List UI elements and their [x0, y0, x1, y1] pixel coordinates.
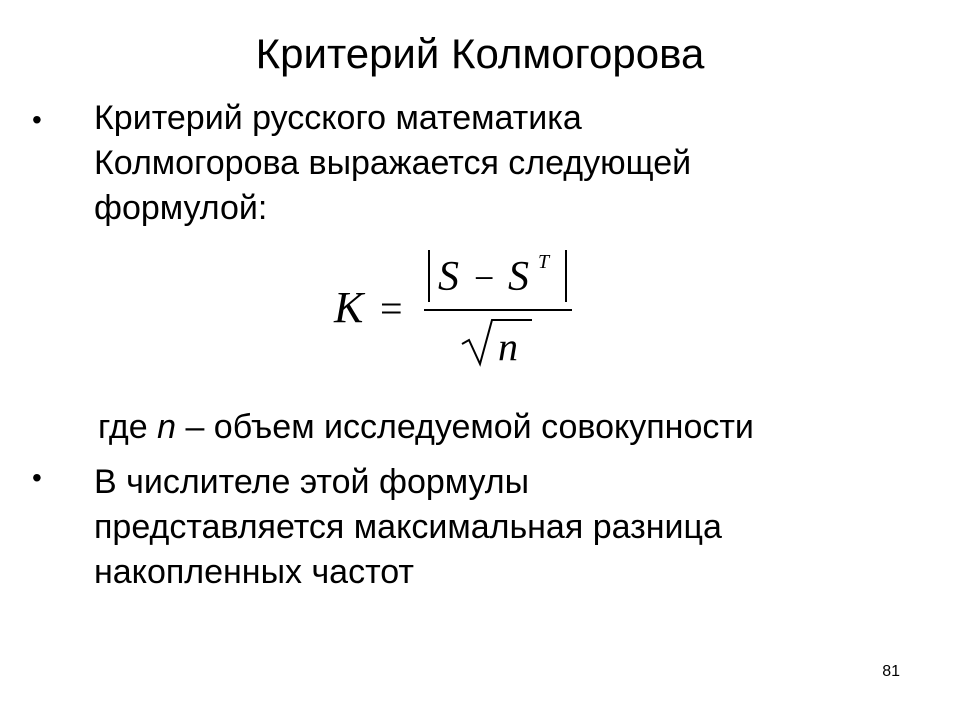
- bullet-1-line-1: Критерий русского математика: [94, 99, 582, 137]
- bullet-text-2: [94, 460, 914, 595]
- bullet-marker: •: [32, 104, 42, 135]
- bullet-2-line-2: представляется максимальная разница: [94, 508, 722, 546]
- bullet-1-line-3: формулой:: [94, 189, 268, 227]
- bullet-2-line-1: В числителе этой формулы: [94, 463, 530, 501]
- where-prefix: где: [98, 408, 158, 446]
- bullet-text-1: [94, 96, 914, 231]
- bullet-2-line-3: накопленных частот: [94, 553, 414, 591]
- bullet-marker: •: [32, 462, 42, 493]
- kolmogorov-formula: [330, 240, 590, 380]
- denominator-n: n: [498, 324, 518, 369]
- numerator-s-t: S: [508, 254, 529, 300]
- where-variable: n: [157, 408, 176, 446]
- numerator-s: S: [438, 254, 459, 300]
- numerator-superscript: T: [538, 251, 550, 273]
- formula-equals: =: [380, 286, 403, 331]
- page-number: 81: [882, 663, 900, 680]
- bullet-1-line-2: Колмогорова выражается следующей: [94, 144, 692, 182]
- sqrt-sign: [462, 320, 532, 364]
- numerator-minus: −: [474, 258, 495, 298]
- where-suffix: – объем исследуемой совокупности: [176, 408, 754, 446]
- formula-lhs: K: [334, 283, 364, 332]
- where-note: [98, 405, 754, 450]
- slide-title: Критерий Колмогорова: [255, 30, 705, 77]
- formula-graphic: [330, 240, 590, 380]
